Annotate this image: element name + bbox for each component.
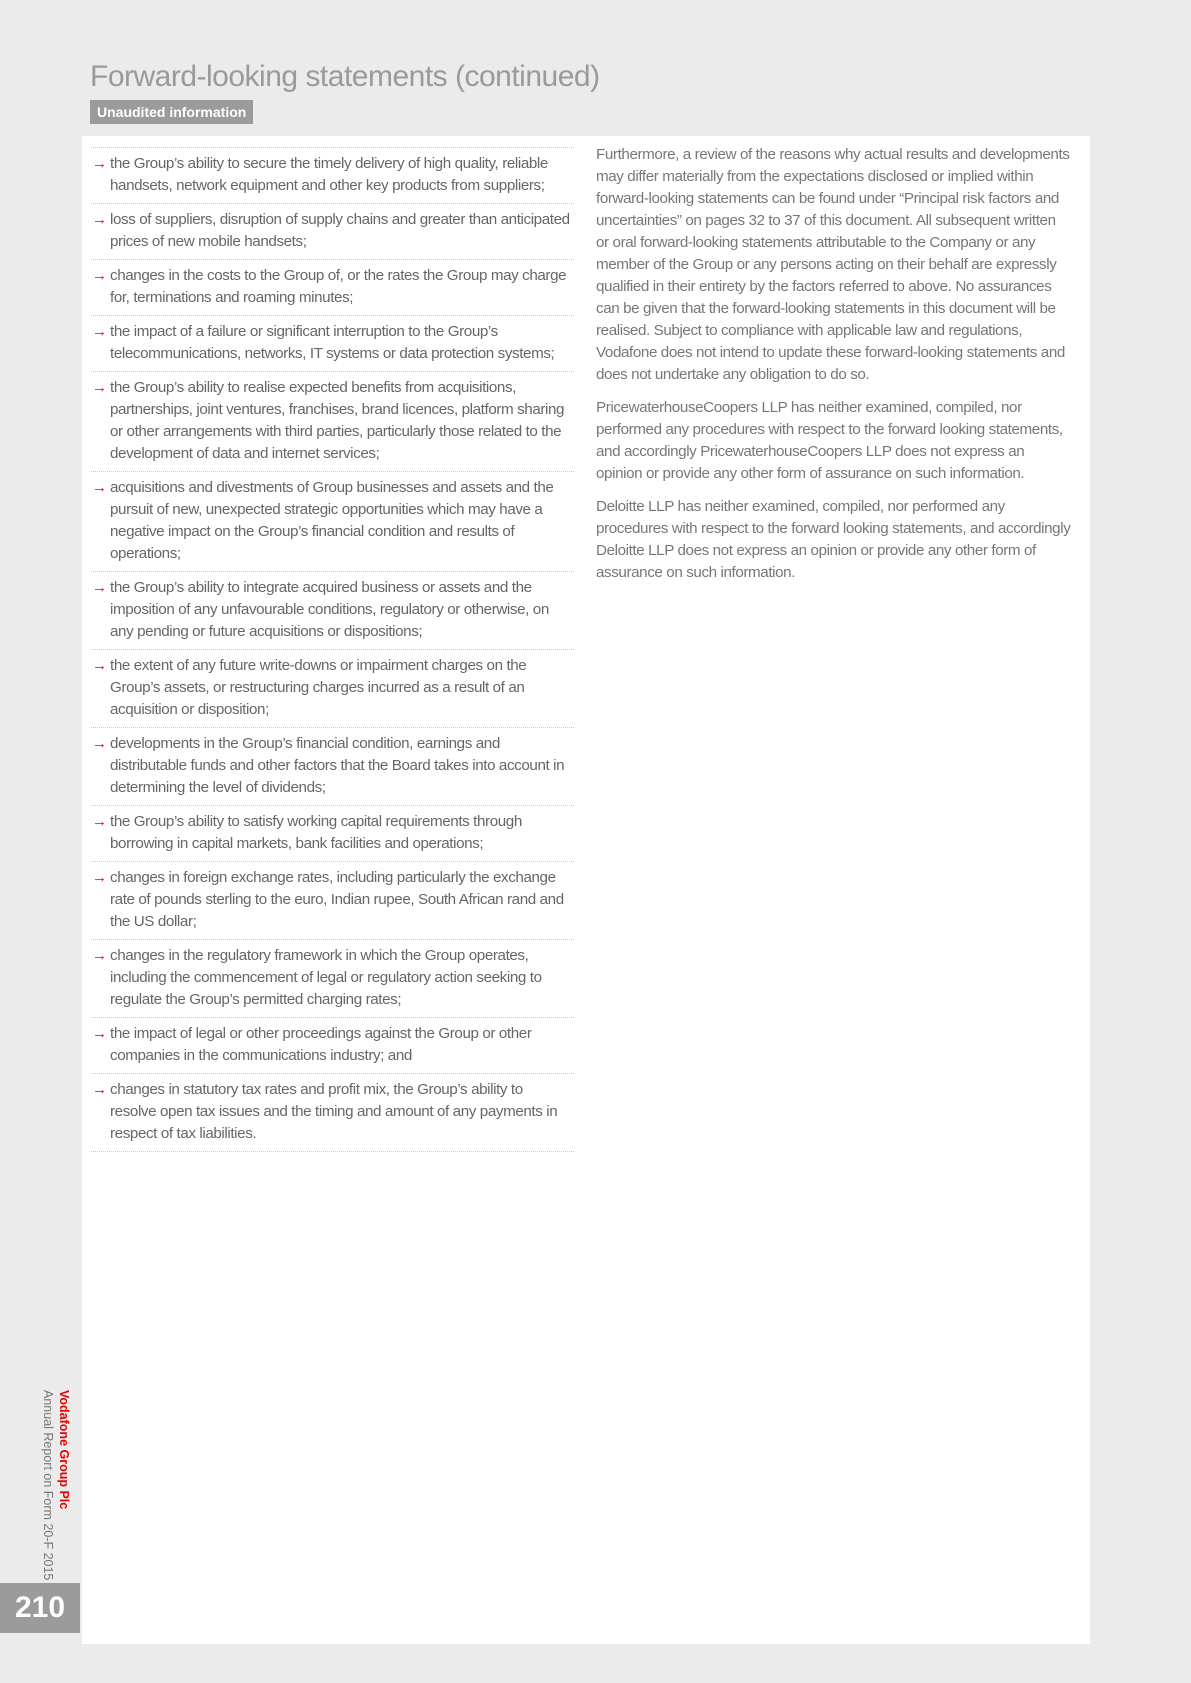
page-number: 210: [0, 1583, 80, 1633]
paragraph-pwc: PricewaterhouseCoopers LLP has neither examined, compiled, nor performed any procedures with respect to the forward looking statements, and accordingly PricewaterhouseCoopers LLP does not express an opinion or provide any other form of assurance on such information.: [596, 399, 1063, 482]
list-item: → the extent of any future write-downs or impairment charges on the Group’s assets, or restructuring charges incurred as a result of an acquisition or disposition;: [91, 650, 574, 728]
arrow-right-icon: →: [92, 323, 107, 340]
list-item: → changes in statutory tax rates and profit mix, the Group’s ability to resolve open tax issues and the timing and amount of any payments in respect of tax liabilities.: [91, 1074, 574, 1152]
arrow-right-icon: →: [92, 947, 107, 964]
list-item: → changes in the regulatory framework in which the Group operates, including the commencement of legal or regulatory action seeking to regulate the Group’s permitted charging rates;: [91, 940, 574, 1018]
bullet-list: [91, 147, 574, 1152]
list-item: → the Group’s ability to realise expected benefits from acquisitions, partnerships, joint ventures, franchises, brand licences, platform sharing or other arrangements with third parties, particularly those related to the development of data and internet services;: [91, 372, 574, 472]
company-name: Vodafone Group Plc: [57, 1390, 71, 1510]
arrow-right-icon: →: [92, 155, 107, 172]
list-item: → developments in the Group’s financial condition, earnings and distributable funds and other factors that the Board takes into account in determining the level of dividends;: [91, 728, 574, 806]
list-item: → the impact of a failure or significant interruption to the Group’s telecommunications, networks, IT systems or data protection systems;: [91, 316, 574, 372]
page-title: Forward-looking statements (continued): [90, 60, 600, 93]
arrow-right-icon: →: [92, 379, 107, 396]
paragraph-deloitte: Deloitte LLP has neither examined, compiled, nor performed any procedures with respect to the forward looking statements, and accordingly Deloitte LLP does not express an opinion or provide any other form of assurance on such information.: [596, 498, 1071, 581]
paragraph-further-review: Furthermore, a review of the reasons why actual results and developments may differ materially from the expectations disclosed or implied within forward-looking statements can be found under “Principal risk factors and uncertainties” on pages 32 to 37 of this document. All subsequent written or oral forward-looking statements attributable to the Company or any member of the Group or any persons acting on their behalf are expressly qualified in their entirety by the factors referred to above. No assurances can be given that the forward-looking statements in this document will be realised. Subject to compliance with applicable law and regulations, Vodafone does not intend to update these forward-looking statements and does not undertake any obligation to do so.: [596, 146, 1070, 383]
report-name: Annual Report on Form 20-F 2015: [41, 1390, 55, 1581]
list-item: → changes in the costs to the Group of, or the rates the Group may charge for, terminations and roaming minutes;: [91, 260, 574, 316]
list-item: → acquisitions and divestments of Group businesses and assets and the pursuit of new, unexpected strategic opportunities which may have a negative impact on the Group’s financial condition and results of operations;: [91, 472, 574, 572]
arrow-right-icon: →: [92, 657, 107, 674]
list-item: → the Group’s ability to secure the timely delivery of high quality, reliable handsets, network equipment and other key products from suppliers;: [91, 148, 574, 204]
arrow-right-icon: →: [92, 579, 107, 596]
list-item: → the impact of legal or other proceedings against the Group or other companies in the communications industry; and: [91, 1018, 574, 1074]
list-item: → the Group’s ability to integrate acquired business or assets and the imposition of any unfavourable conditions, regulatory or otherwise, on any pending or future acquisitions or dispositions;: [91, 572, 574, 650]
arrow-right-icon: →: [92, 813, 107, 830]
sidebar-report-label: [28, 1390, 72, 1581]
arrow-right-icon: →: [92, 211, 107, 228]
list-item: → the Group’s ability to satisfy working capital requirements through borrowing in capital markets, bank facilities and operations;: [91, 806, 574, 862]
arrow-right-icon: →: [92, 869, 107, 886]
content-panel: [82, 136, 1090, 1644]
arrow-right-icon: →: [92, 735, 107, 752]
unaudited-badge: Unaudited information: [90, 100, 253, 124]
arrow-right-icon: →: [92, 267, 107, 284]
list-item: → changes in foreign exchange rates, including particularly the exchange rate of pounds sterling to the euro, Indian rupee, South African rand and the US dollar;: [91, 862, 574, 940]
list-item: → loss of suppliers, disruption of supply chains and greater than anticipated prices of new mobile handsets;: [91, 204, 574, 260]
right-column: [596, 144, 1071, 595]
arrow-right-icon: →: [92, 1025, 107, 1042]
arrow-right-icon: →: [92, 1081, 107, 1098]
arrow-right-icon: →: [92, 479, 107, 496]
